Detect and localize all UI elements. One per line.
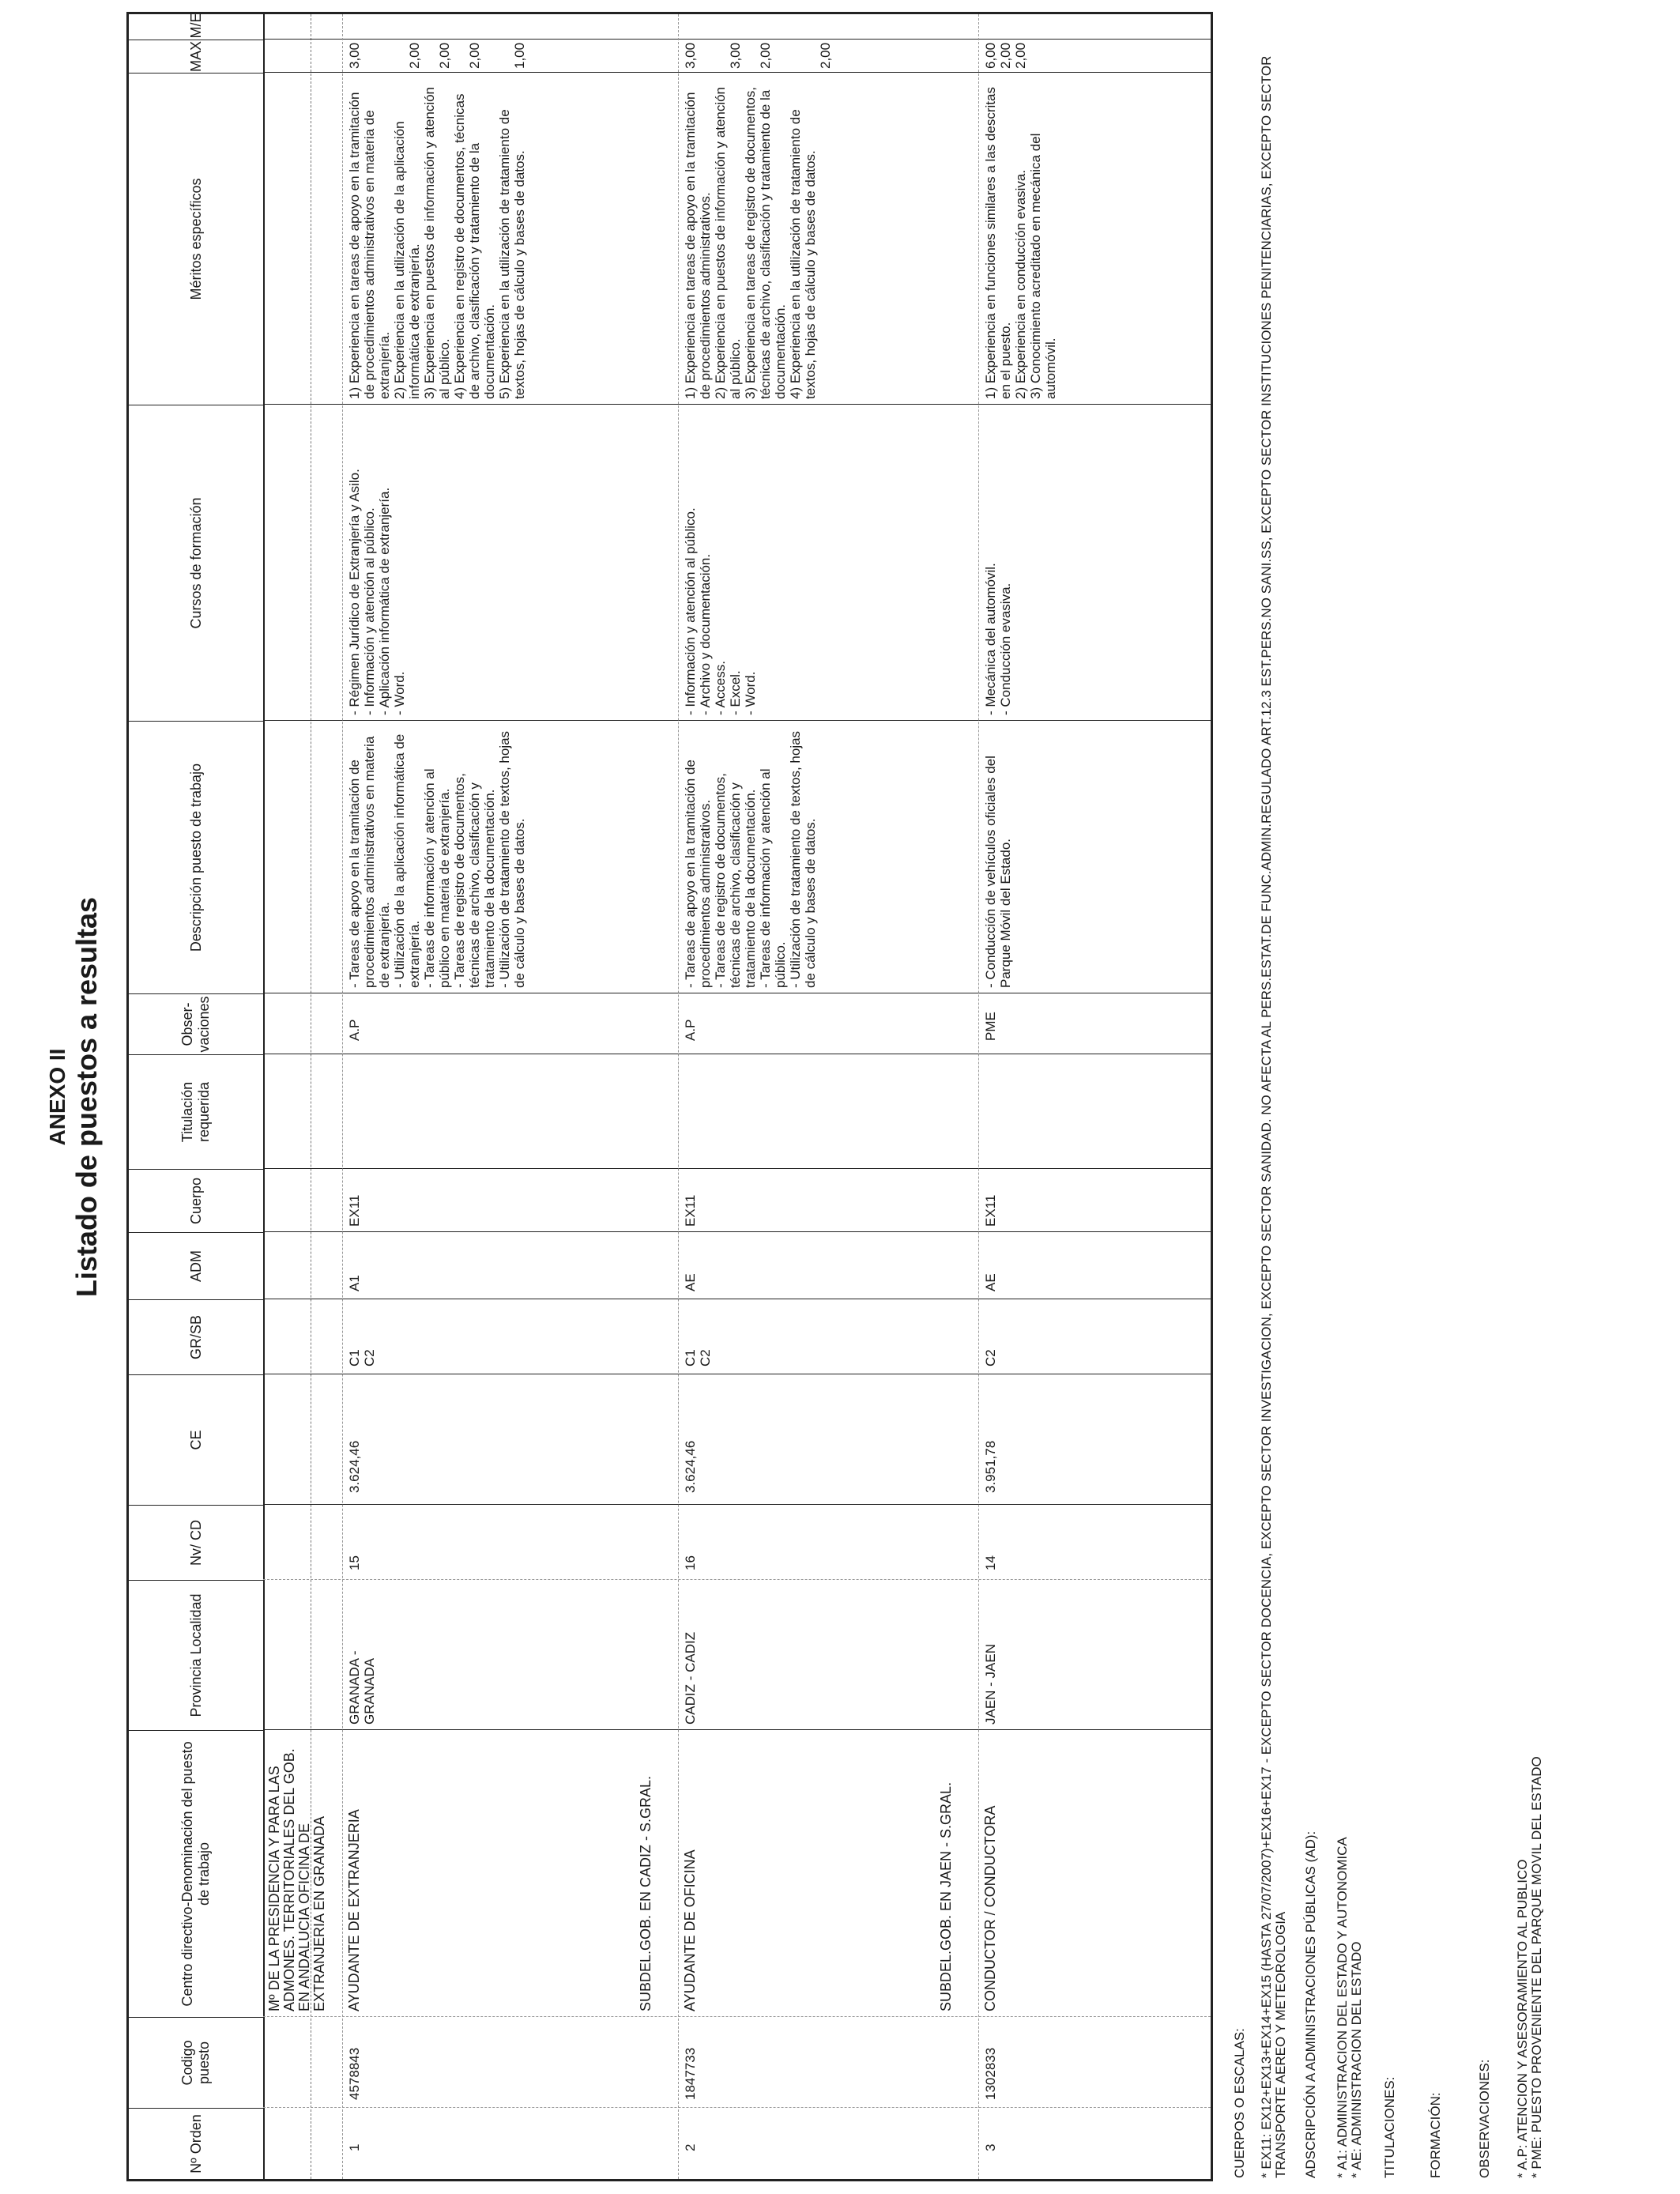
merito-item: 1) Experiencia en tareas de apoyo en la tramitación de procedimientos administrativos en materia de extranjería.: [347, 92, 392, 399]
codigo-puesto: 1302833: [983, 2047, 998, 2100]
adscripcion-title: ADSCRIPCIÓN A ADMINISTRACIONES PÚBLICAS (AD):: [1303, 1830, 1318, 2178]
adscripcion-a1: * A1: ADMINISTRACION DEL ESTADO Y AUTONOMICA: [1335, 1837, 1350, 2178]
merito-max: 2,00: [437, 42, 452, 69]
merito-item: 3) Experiencia en puestos de información y atención al público.: [422, 86, 452, 399]
merito-item: 3) Experiencia en tareas de registro de documentos, técnicas de archivo, clasificación y tratamiento de la documentación.: [743, 86, 788, 399]
orden: 3: [983, 2143, 998, 2151]
cuerpos-text: * EX11: EX12+EX13+EX14+EX15 (HASTA 27/07/2007)+EX16+EX17 - EXCEPTO SECTOR DOCENCIA, EXCEPTO SECTOR INVESTIGACION, EXCEPTO SECTOR SANIDAD. NO AFECTA AL PERS.ESTAT.DE FUNC.ADMIN.REGULADO ART.12.3 EST.PERS.NO SANI.SS, EXCEPTO SECTOR INSTITUCIONES PENITENCIARIAS, EXCEPTO SECTOR TRANSPORTE AEREO Y METEOROLOGIA: [1259, 55, 1288, 2178]
merito-item: 2) Experiencia en puestos de información y atención al público.: [713, 86, 743, 399]
positions-table: [126, 12, 1213, 2181]
header-codigo: Codigo puesto: [129, 2017, 263, 2108]
nivel-cd: 15: [347, 1555, 362, 1570]
header-grsb: GR/SB: [129, 1299, 263, 1374]
merito-max: 2,00: [998, 42, 1013, 69]
merito-max: 3,00: [683, 42, 698, 69]
observaciones-title: OBSERVACIONES:: [1477, 2059, 1492, 2178]
complemento-especifico: 3.951,78: [983, 1440, 998, 1493]
merito-item: 2) Experiencia en la utilización de la aplicación informática de extranjería.: [392, 121, 422, 399]
puesto-denominacion: AYUDANTE DE EXTRANJERIA: [346, 1809, 362, 2011]
column-line: [263, 404, 1211, 405]
merito-item: 5) Experiencia en la utilización de tratamiento de textos, hojas de cálculo y bases de datos.: [497, 109, 527, 399]
cursos-formacion: - Régimen Jurídico de Extranjería y Asilo. - Información y atención al público. - Aplicación informática de extranjería. - Word.: [347, 469, 407, 715]
header-ce: CE: [129, 1374, 263, 1505]
merito-max: 2,00: [818, 42, 833, 69]
merito-max: 3,00: [728, 42, 743, 69]
merito-max: 6,00: [983, 42, 998, 69]
header-cuerpo: Cuerpo: [129, 1169, 263, 1232]
complemento-especifico: 3.624,46: [347, 1440, 362, 1493]
nivel-cd: 16: [683, 1555, 698, 1570]
grupo-subgrupo: C1 C2: [347, 1349, 377, 1367]
observacion-ap: * A.P: ATENCION Y ASESORAMIENTO AL PUBLICO: [1515, 1859, 1530, 2178]
header-orden: Nº Orden: [129, 2108, 263, 2179]
cuerpos-title: CUERPOS O ESCALAS:: [1232, 2028, 1247, 2178]
column-line: [263, 39, 1211, 40]
column-line: [263, 1231, 1211, 1232]
column-line: [263, 1579, 1211, 1580]
provincia-localidad: GRANADA - GRANADA: [347, 1650, 377, 1725]
merito-max: 2,00: [407, 42, 422, 69]
meritos-especificos: [983, 79, 1058, 399]
observaciones: PME: [983, 1012, 998, 1041]
adm: AE: [683, 1273, 698, 1291]
observaciones: A.P: [683, 1019, 698, 1041]
observaciones: A.P: [347, 1019, 362, 1041]
formacion-title: FORMACIÓN:: [1428, 2092, 1443, 2178]
header-divider: [263, 14, 265, 2179]
meritos-especificos: [347, 79, 527, 399]
grupo-subgrupo: C2: [983, 1349, 998, 1367]
row-separator: [342, 14, 343, 2179]
document-title: ANEXO II: [45, 1048, 70, 1146]
cursos-formacion: - Mecánica del automóvil. - Conducción evasiva.: [983, 563, 1013, 715]
adm: AE: [983, 1273, 998, 1291]
observacion-pme: * PME: PUESTO PROVENIENTE DEL PARQUE MOVIL DEL ESTADO: [1529, 1756, 1544, 2178]
puesto-denominacion: CONDUCTOR / CONDUCTORA: [982, 1805, 998, 2011]
merito-max: 1,00: [512, 42, 527, 69]
provincia-localidad: JAEN - JAEN: [983, 1643, 998, 1725]
document-titles: [44, 0, 103, 2194]
codigo-puesto: 4578843: [347, 2047, 362, 2100]
header-meritos: Méritos específicos: [129, 73, 263, 405]
grupo-subgrupo: C1 C2: [683, 1349, 713, 1367]
header-me: M/E: [187, 13, 204, 39]
header-max: MAX: [129, 40, 263, 73]
header-nivel: Nv/ CD: [129, 1505, 263, 1580]
merito-item: 3) Conocimiento acreditado en mecánica del automóvil.: [1028, 133, 1058, 399]
column-line: [263, 1729, 1211, 1730]
meritos-especificos: [683, 79, 818, 399]
cuerpo: EX11: [983, 1194, 998, 1227]
merito-max: 2,00: [758, 42, 773, 69]
complemento-especifico: 3.624,46: [683, 1440, 698, 1493]
row-separator: [678, 14, 679, 2179]
merito-item: 4) Experiencia en registro de documentos, técnicas de archivo, clasificación y tratamiento de la documentación.: [452, 93, 497, 399]
titulaciones-title: TITULACIONES:: [1382, 2076, 1397, 2178]
header-observaciones: Obser- vaciones: [129, 993, 263, 1054]
orden: 2: [683, 2143, 698, 2151]
nivel-cd: 14: [983, 1555, 998, 1570]
cursos-formacion: - Información y atención al público. - Archivo y documentación. - Access. - Excel. - Word.: [683, 507, 758, 715]
header-cursos: Cursos de formación: [129, 405, 263, 721]
cuerpo: EX11: [683, 1194, 698, 1227]
centro-directivo: SUBDEL.GOB. EN JAEN - S.GRAL.: [938, 1781, 954, 2011]
merito-item: 4) Experiencia en la utilización de tratamiento de textos, hojas de cálculo y bases de datos.: [788, 109, 818, 399]
adscripcion-ae: * AE: ADMINISTRACION DEL ESTADO: [1349, 1941, 1364, 2178]
adm: A1: [347, 1275, 362, 1291]
merito-item: 2) Experiencia en conducción evasiva.: [1013, 169, 1028, 399]
column-line: [263, 2107, 1211, 2108]
column-line: [263, 2016, 1211, 2017]
descripcion-puesto: - Tareas de apoyo en la tramitación de procedimientos administrativos. - Tareas de registro de documentos, técnicas de archivo, clasificación y tratamiento de la documentación. - Tareas de información y atención al público. - Utilización de tratamiento de textos, hojas de cálculo y bases de datos.: [683, 730, 818, 988]
header-provincia: Provincia Localidad: [129, 1580, 263, 1730]
codigo-puesto: 1847733: [683, 2047, 698, 2100]
descripcion-puesto: - Tareas de apoyo en la tramitación de procedimientos administrativos en materia de extranjería. - Utilización de la aplicación informática de extranjería. - Tareas de información y atención al público en materia de extranjería. - Tareas de registro de documentos, técnicas de archivo, clasificación y tratamiento de la documentación. - Utilización de tratamiento de textos, hojas de cálculo y bases de datos.: [347, 730, 527, 988]
header-titulacion: Titulación requerida: [129, 1054, 263, 1169]
merito-max: 3,00: [347, 42, 362, 69]
header-centro: Centro directivo-Denominación del puesto de trabajo: [129, 1730, 263, 2017]
descripcion-puesto: - Conducción de vehículos oficiales del Parque Móvil del Estado.: [983, 756, 1013, 988]
ministry-header: Mº DE LA PRESIDENCIA Y PARA LAS ADMONES. TERRITORIALES DEL GOB. EN ANDALUCIA OFICINA DE EXTRANJERIA EN GRANADA: [266, 1748, 327, 2011]
provincia-localidad: CADIZ - CADIZ: [683, 1631, 698, 1725]
merito-max: 2,00: [467, 42, 482, 69]
column-line: [263, 1168, 1211, 1169]
document-subtitle: Listado de puestos a resultas: [70, 896, 103, 1298]
column-line: [263, 72, 1211, 73]
centro-directivo: SUBDEL.GOB. EN CADIZ - S.GRAL.: [638, 1775, 654, 2011]
column-line: [263, 720, 1211, 721]
merito-item: 1) Experiencia en tareas de apoyo en la tramitación de procedimientos administrativos.: [683, 92, 713, 399]
merito-item: 1) Experiencia en funciones similares a las descritas en el puesto.: [983, 87, 1013, 399]
cuerpo: EX11: [347, 1194, 362, 1227]
orden: 1: [347, 2143, 362, 2151]
column-line: [263, 1504, 1211, 1505]
puesto-denominacion: AYUDANTE DE OFICINA: [682, 1849, 698, 2011]
row-separator: [978, 14, 979, 2179]
merito-max: 2,00: [1013, 42, 1028, 69]
header-adm: ADM: [129, 1232, 263, 1299]
header-descripcion: Descripción puesto de trabajo: [129, 721, 263, 993]
